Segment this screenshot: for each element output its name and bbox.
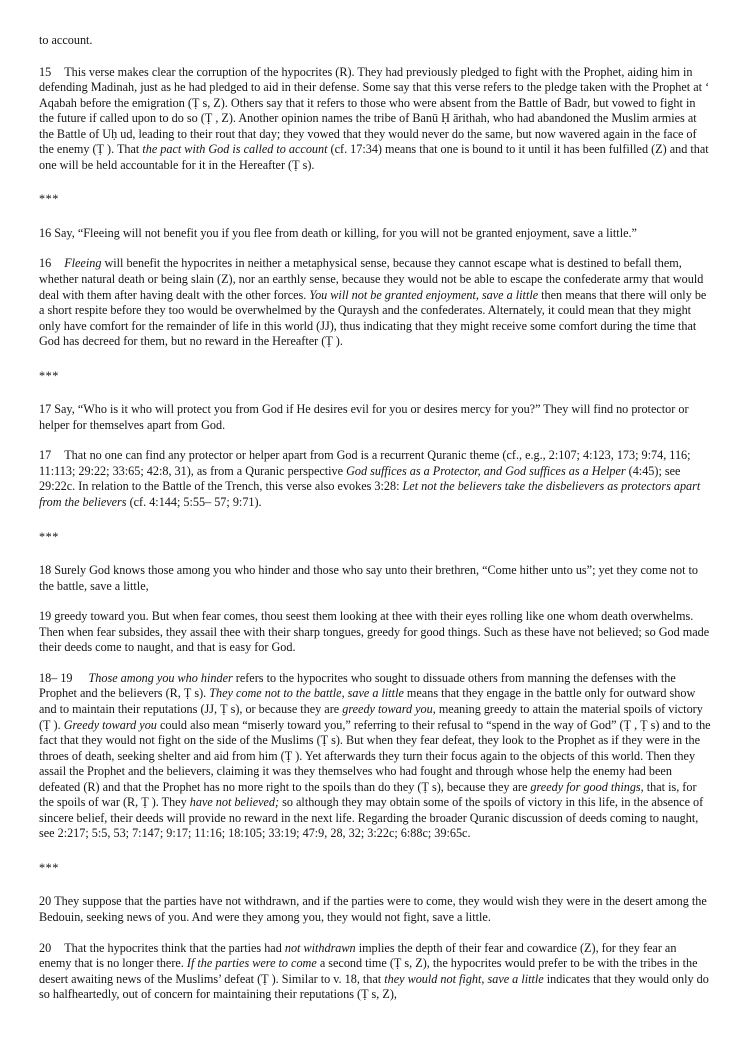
commentary-16 — [39, 256, 711, 349]
italic-god-suffices: God suffices as a Protector, and God suffices as a Helper — [346, 463, 626, 478]
commentary-text-c: meaning greedy to attain the material spoils of victory (Ṭ ). — [39, 701, 703, 732]
verse-text: Surely God knows those among you who hinder and those who say unto their brethren, “Come hither unto us”; yet they come not to the battle, save a little, — [39, 563, 699, 593]
section-separator-1: *** — [39, 192, 59, 207]
commentary-number: 18– 19 — [39, 670, 73, 685]
verse-text: They suppose that the parties have not withdrawn, and if the parties were to come, they would wish they were in the desert among the Bedouin, seeking news of you. And were they among you, they would not fight, save a little. — [39, 894, 707, 924]
verse-number: 19 — [39, 609, 52, 624]
italic-greedy-toward-you-1: greedy toward you, — [342, 701, 436, 716]
italic-quote-pact: the pact with God is called to account — [142, 142, 328, 157]
verse-20 — [39, 894, 711, 925]
verse-text: Say, “Who is it who will protect you from God if He desires evil for you or desires mercy for you?” They will find no protector or helper for themselves apart from God. — [39, 402, 689, 432]
verse-number: 17 — [39, 402, 52, 417]
italic-let-not-believers: Let not the believers take the disbelievers as protectors apart from the believers — [39, 479, 701, 510]
commentary-number: 17 — [39, 448, 52, 463]
italic-fleeing: Fleeing — [64, 256, 102, 271]
commentary-text-a: will benefit the hypocrites in neither a metaphysical sense, because they cannot escape what is destined to befall them, whether natural death or being slain (Z), nor an earthly sense, because they would not be able to escape the confederate army that would deal with them after having dealt with the other forces. — [39, 256, 704, 302]
commentary-number: 16 — [39, 256, 52, 271]
commentary-text-b: (cf. 17:34) means that one is bound to it until it has been fulfilled (Z) and that one will be held accountable for it in the Hereafter (Ṭ s). — [39, 142, 709, 172]
commentary-text-b: then means that there will only be a short respite before they too would be overwhelmed by the Quraysh and the confederates. Alternately, it could mean that they might only have comfort for the remainder of life in this world (JJ), thus indicating that they might receive some comfort during the time that God has decreed for them, but no reward in the Hereafter (Ṭ ). — [39, 287, 707, 349]
commentary-text-a: refers to the hypocrites who sought to dissuade others from manning the defenses with the Prophet and the believers (R, Ṭ s). — [39, 670, 676, 701]
italic-have-not-believed: have not believed; — [189, 795, 280, 810]
section-separator-4: *** — [39, 860, 59, 875]
commentary-text-a: That no one can find any protector or helper apart from God is a recurrent Quranic theme (cf., e.g., 2:107; 4:123, 173; 9:74, 116; 11:113; 29:22; 33:65; 42:8, 31), as from a Quranic perspective — [39, 448, 691, 478]
verse-number: 18 — [39, 563, 52, 578]
commentary-number: 15 — [39, 64, 52, 79]
italic-greedy-good-things: greedy for good things, — [530, 779, 644, 794]
page-text-column — [39, 33, 711, 1003]
italic-greedy-toward-you-2: Greedy toward you — [63, 717, 157, 732]
verse-number: 16 — [39, 225, 52, 240]
commentary-text-a: That the hypocrites think that the parties had — [64, 940, 285, 955]
commentary-number: 20 — [39, 940, 52, 955]
commentary-20 — [39, 941, 711, 1003]
commentary-text-a: This verse makes clear the corruption of the hypocrites (R). They had previously pledged to fight with the Prophet, aiding him in defending Madinah, just as he had pledged to aid in their defense. Some say that this verse refers to the pledge taken with the Prophet at ʻ Aqabah before the emigration (Ṭ s, Z). Others say that it refers to those who were absent from the Battle of Badr, but vowed to fight in the future if called upon to do so (Ṭ , Z). Another opinion names the tribe of Banū Ḥ ārithah, who had abandoned the Muslim armies at the Battle of Uḥ ud, leading to their rout that day; they vowed that they would never do the same, but now wavered again in the face of the enemy (Ṭ ). That — [39, 64, 710, 157]
verse-16 — [39, 226, 711, 242]
commentary-text-b: (4:45); see 29:22c. In relation to the Battle of the Trench, this verse also evokes 3:28: — [39, 463, 681, 494]
italic-would-not-fight: they would not fight, save a little — [384, 971, 544, 986]
commentary-text-d: indicates that they would only do so halfheartedly, out of concern for maintaining their reputations (Ṭ s, Z), — [39, 971, 709, 1002]
commentary-15 — [39, 65, 711, 174]
commentary-text-f: so although they may obtain some of the spoils of victory in this life, in the absence of sincere belief, their deeds will provide no reward in the next life. Regarding the broader Quranic discussion of deeds coming to naught, see 2:217; 5:5, 53; 7:147; 9:17; 11:16; 18:105; 33:19; 47:9, 28, 32; 3:22c; 6:88c; 39:65c. — [39, 795, 704, 841]
commentary-text-c: (cf. 4:144; 5:55– 57; 9:71). — [126, 495, 262, 510]
verse-number: 20 — [39, 894, 52, 909]
commentary-text-e: that is, for the spoils of war (R, Ṭ ). They — [39, 779, 697, 810]
verse-text: greedy toward you. But when fear comes, thou seest them looking at thee with their eyes rolling like one whom death overwhelms. Then when fear subsides, they assail thee with their sharp tongues, greedy for good things. Such as these have not believed; so God made their deeds come to naught, and that is easy for God. — [39, 609, 710, 655]
italic-quote-enjoyment: You will not be granted enjoyment, save a little — [309, 287, 539, 302]
commentary-18-19 — [39, 671, 711, 842]
commentary-text-d: could also mean “miserly toward you,” referring to their refusal to “spend in the way of God” (Ṭ , Ṭ s) and to the fact that they would not fight on the side of the Muslims (Ṭ s). But when they fear defeat, they look to the Prophet as if they were in the throes of death, seeking shelter and aid from him (Ṭ ). Yet afterwards they turn their focus again to the objects of this world. Then they assail the Prophet and the believers, claiming it was they themselves who had fought and through whose help the enemy had been defeated (R) and that the Prophet has no more right to the spoils than do they (Ṭ s), because they are — [39, 717, 711, 794]
italic-come-not-to-battle: They come not to the battle, save a little — [209, 686, 404, 701]
commentary-17 — [39, 448, 711, 510]
commentary-text-b: implies the depth of their fear and cowardice (Z), for they fear an enemy that is no longer there. — [39, 940, 677, 971]
continuation-text: to account. — [39, 33, 93, 47]
commentary-text-b: means that they engage in the battle only for outward show and to maintain their reputations (JJ, Ṭ s), or because they are — [39, 686, 696, 716]
italic-if-parties-were-to-come: If the parties were to come — [186, 956, 317, 971]
verse-17 — [39, 402, 711, 433]
italic-those-who-hinder: Those among you who hinder — [88, 670, 233, 685]
verse-18 — [39, 563, 711, 594]
verse-19 — [39, 609, 711, 656]
section-separator-3: *** — [39, 529, 59, 544]
verse-text: Say, “Fleeing will not benefit you if you flee from death or killing, for you will not be granted enjoyment, save a little.” — [54, 225, 637, 240]
paragraph-continuation — [39, 33, 711, 49]
commentary-text-c: a second time (Ṭ s, Z), the hypocrites would prefer to be with the tribes in the desert awaiting news of the Muslims’ defeat (Ṭ ). Similar to v. 18, that — [39, 956, 698, 986]
section-separator-2: *** — [39, 368, 59, 383]
italic-not-withdrawn: not withdrawn — [284, 940, 356, 955]
